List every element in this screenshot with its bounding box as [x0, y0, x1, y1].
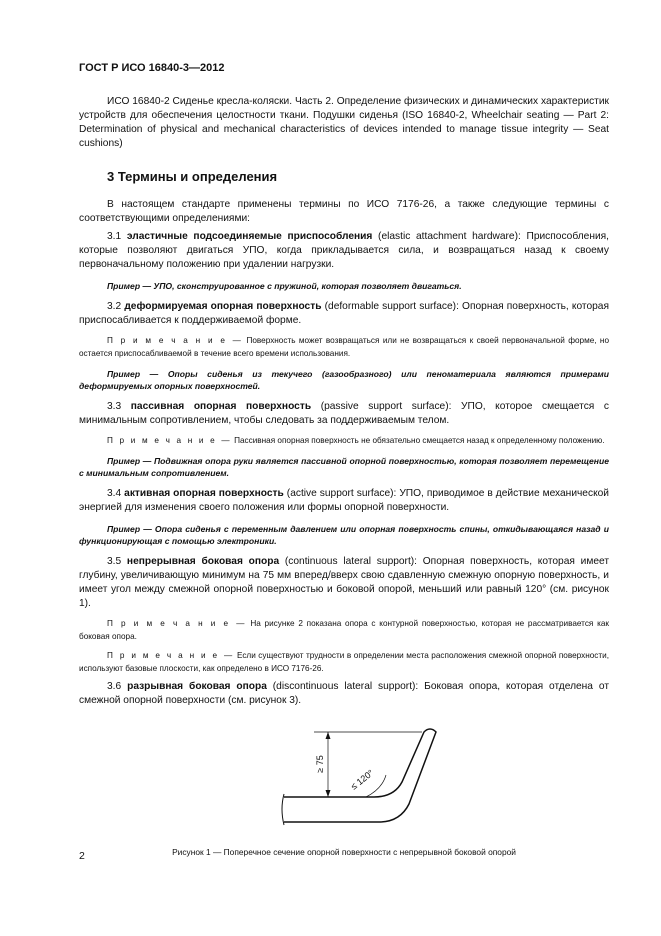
term-number: 3.1 [107, 231, 122, 242]
term-3-1 [79, 230, 609, 272]
term-definition: (active support surface): УПО, приводимое в действие механической энергией для изменения своего положения или формы опорной поверхности. [79, 488, 609, 513]
term-name: активная опорная поверхность [124, 488, 284, 499]
arrowhead-bottom [326, 790, 331, 797]
arrowhead-top [326, 732, 331, 739]
note-3-2 [79, 334, 609, 360]
page-number: 2 [79, 850, 85, 862]
term-number: 3.5 [107, 556, 122, 567]
note-text: Поверхность может возвращаться или не возвращаться к своей первоначальной форме, но остается приспосабливаемой в течение всего времени использования. [79, 336, 609, 358]
term-definition: (elastic attachment hardware): Приспособления, которые позволяют двигаться УПО, когда прикладывается сила, и возвращаться назад к своему первоначальному положению при удалении нагрузки. [79, 231, 609, 270]
term-3-4 [79, 487, 609, 515]
term-3-2 [79, 300, 609, 328]
section-intro: В настоящем стандарте применены термины по ИСО 7176-26, а также следующие термины с соответствующими определениями: [79, 199, 609, 224]
note-label: П р и м е ч а н и е — [107, 336, 244, 345]
term-name: непрерывная боковая опора [126, 556, 280, 567]
note-3-3 [79, 434, 609, 447]
example-3-3: Пример — Подвижная опора руки является пассивной опорной поверхностью, которая позволяет перемещение с минимальным сопротивлением. [79, 456, 609, 478]
term-number: 3.4 [107, 488, 122, 499]
term-name: разрывная боковая опора [127, 681, 267, 692]
note-3-5-a [79, 617, 609, 643]
note-text: Пассивная опорная поверхность не обязательно смещается назад к определенному положению. [231, 436, 605, 445]
note-label: П р и м е ч а н и е — [107, 651, 235, 660]
dimension-label: ≥ 75 [315, 755, 325, 773]
note-3-5-b [79, 649, 609, 675]
example-3-2: Пример — Опоры сиденья из текучего (газообразного) или пеноматериала являются примерами деформируемых опорных поверхностей. [79, 369, 609, 391]
angle-label: ≤ 120° [348, 767, 376, 792]
term-3-3 [79, 400, 609, 428]
term-number: 3.3 [107, 401, 122, 412]
note-text: На рисунке 2 показана опора с контурной поверхностью, которая не рассматривается как боковая опора. [79, 619, 609, 641]
note-label: П р и м е ч а н и е — [107, 436, 232, 445]
term-definition: (passive support surface): УПО, которое смещается с минимальным сопротивлением, чтобы следовать за поддерживаемым телом. [79, 401, 609, 426]
term-name: эластичные подсоединяемые приспособления [126, 231, 373, 242]
note-label: П р и м е ч а н и е — [107, 619, 247, 628]
example-3-4: Пример — Опора сиденья с переменным давлением или опорная поверхность спины, откидывающаяся назад и функционирующая с помощью электроники. [79, 524, 609, 546]
figure-1 [79, 722, 609, 838]
note-text: Если существуют трудности в определении места расположения смежной опорной поверхности, используют базовые плоскости, как определено в ИСО 7176-26. [79, 651, 609, 673]
cross-section-drawing [254, 722, 454, 838]
term-name: пассивная опорная поверхность [130, 401, 312, 412]
normative-reference: ИСО 16840-2 Сиденье кресла-коляски. Часть 2. Определение физических и динамических характеристик устройств для обеспечения целостности ткани. Подушки сиденья (ISO 16840-2, Wheelchair seating — Part 2: Determination of physical and mechanical characteristics of devices intended to manage tissue integrity — Seat cushions) [79, 96, 609, 149]
term-number: 3.2 [107, 301, 122, 312]
term-definition: (discontinuous lateral support): Боковая опора, которая отделена от смежной опорной поверхности (см. рисунок 3). [79, 681, 609, 706]
cut-edge [282, 794, 284, 825]
figure-caption: Рисунок 1 — Поперечное сечение опорной поверхности с непрерывной боковой опорой [172, 847, 516, 857]
section-title: 3 Термины и определения [107, 169, 278, 184]
term-3-6 [79, 680, 609, 708]
term-definition: (deformable support surface): Опорная поверхность, которая приспосабливается к поддерживаемой форме. [79, 301, 609, 326]
term-3-5 [79, 555, 609, 611]
document-header: ГОСТ Р ИСО 16840-3—2012 [79, 62, 225, 74]
term-number: 3.6 [107, 681, 122, 692]
example-3-1: Пример — УПО, сконструированное с пружиной, которая позволяет двигаться. [107, 281, 462, 291]
term-name: деформируемая опорная поверхность [124, 301, 322, 312]
term-definition: (continuous lateral support): Опорная поверхность, которая имеет глубину, увеличивающую минимум на 75 мм вперед/вверх свою сдавленную смежную опорную поверхность, и имеет угол между смежной опорной поверхностью и боковой опорой, меньший или равный 120° (см. рисунок 1). [79, 556, 609, 609]
